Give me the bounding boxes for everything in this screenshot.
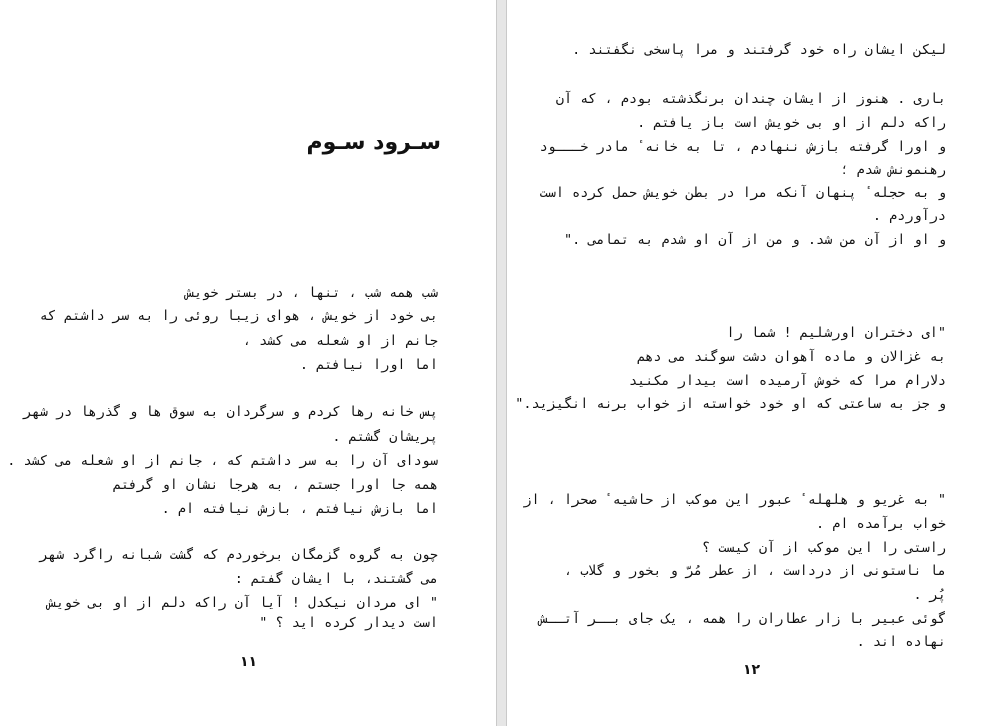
poem-line: "ای دختران اورشلیم ! شما را [726,325,946,341]
poem-line: باری . هنوز از ایشان چندان برنگذشته بودم ، که آن [555,91,946,107]
poem-line: پریشان گشتم . [332,429,438,445]
poem-line: و او از آن من شد. و من از آن او شدم به تمامی ." [563,232,946,248]
poem-line: است دیدار کرده اید ؟ " [259,615,438,631]
poem-line: گوئی عبیر با زار عطاران را همه ، یک جای بــر آتــش [539,611,946,627]
poem-line: اما اورا نیافتم . [299,357,438,373]
poem-line: بی خود از خویش ، هوای زیبا روئی را به سر داشتم که [39,308,438,324]
poem-line: درآوردم . [872,208,946,224]
poem-line: همه جا اورا جستم ، به هرجا نشان او گرفتم [112,477,438,493]
poem-line: ما ناستونی از درداست ، از عطر مُرّ و بخور و گلاب ، [563,563,946,579]
poem-line: اما بازش نیافتم ، بازش نیافته ام . [161,501,438,517]
poem-line: سودای آن را به سر داشتم که ، جانم از او شعله می کشد . [7,453,438,469]
poem-line: راستی را این موکب از آن کیست ؟ [702,540,946,556]
poem-line: چون به گروه گزمگان برخوردم که گشت شبانه راگرد شهر [39,547,438,563]
poem-line: و اورا گرفته بازش ننهادم ، تا به خانه ٔ مادر خـــود [539,139,946,155]
page-number: ١٢ [743,662,761,678]
poem-line: نهاده اند . [856,634,946,650]
poem-line: شب همه شب ، تنها ، در بستر خویش [186,285,438,301]
poem-line: رهنمونش شدم ؛ [840,162,946,178]
left-page [0,0,497,726]
poem-line: خواب برآمده ام . [815,516,946,532]
poem-line: و جز به ساعتی که او خود خواسته از خواب برنه انگیزید." [515,396,946,412]
poem-line: به غزالان و ماده آهوان دشت سوگند می دهم [637,349,946,365]
poem-line: لیکن ایشان راه خود گرفتند و مرا پاسخی نگفتند . [572,42,946,58]
poem-line: " ای مردان نیکدل ! آیا آن راکه دلم از او بی خویش [47,595,438,611]
poem-line: راکه دلم از او بی خویش است باز یافتم . [637,115,946,131]
poem-line: می گشتند، با ایشان گفتم : [234,571,438,587]
poem-line: پُر . [913,587,946,603]
poem-line: و به حجله ٔ پنهان آنکه مرا در بطن خویش حمل کرده است [539,185,946,201]
poem-line: پس خانه رها کردم و سرگردان به سوق ها و گذرها در شهر [23,404,438,420]
poem-line: " به غریو و هلهله ٔ عبور این موکب از حاشیه ٔ صحرا ، از [523,492,946,508]
page-number: ١١ [240,654,258,670]
poem-line: جانم از او شعله می کشد ، [242,333,438,349]
right-page [506,0,998,726]
poem-title: سـرود سـوم [306,130,441,155]
poem-line: دلارام مرا که خوش آرمیده است بیدار مکنید [629,373,946,389]
